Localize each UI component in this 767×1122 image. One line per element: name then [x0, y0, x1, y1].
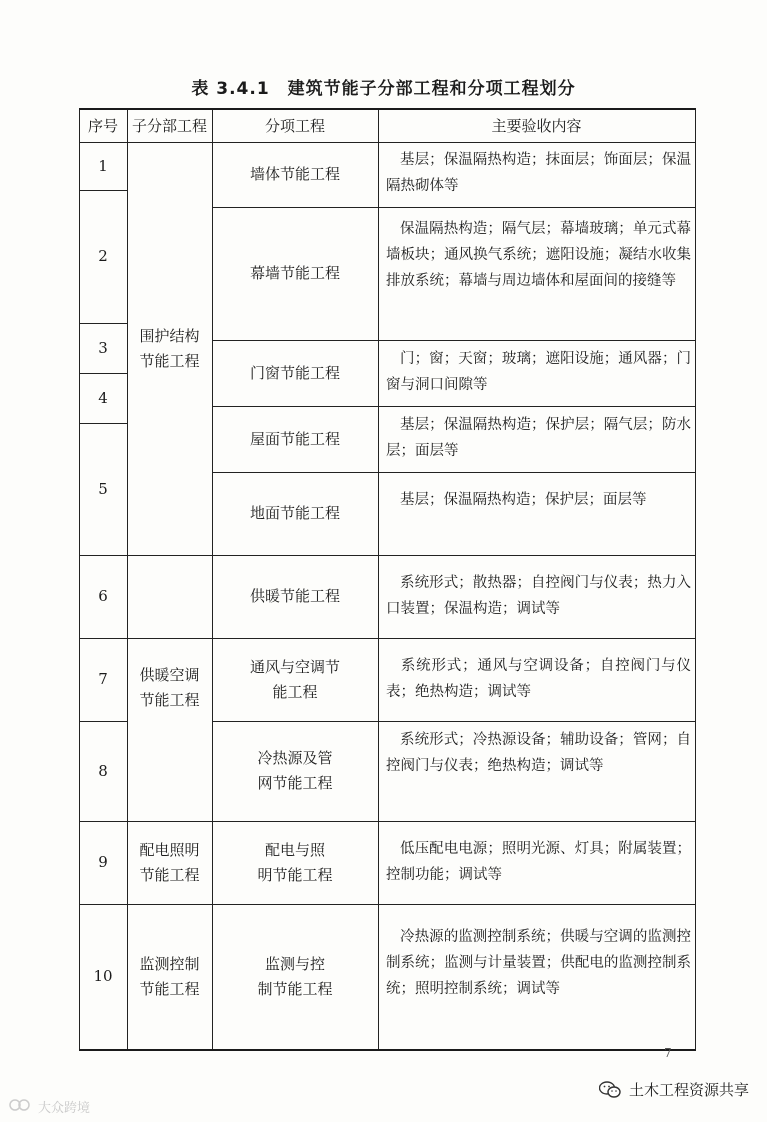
- subdivision-lighting: 配电照明 节能工程: [139, 840, 200, 884]
- row-number: 7: [98, 670, 108, 688]
- item-content: 低压配电电源；照明光源、灯具；附属装置；控制功能；调试等: [386, 841, 691, 883]
- item-content: 门；窗；天窗；玻璃；遮阳设施；通风器；门窗与洞口间隙等: [386, 351, 691, 393]
- row-number: 6: [98, 587, 108, 605]
- item-name: 供暖节能工程: [249, 587, 340, 605]
- item-name: 配电与照 明节能工程: [257, 840, 333, 884]
- page-number: 7: [664, 1046, 672, 1060]
- row-number: 5: [98, 479, 108, 498]
- corner-watermark: [8, 1097, 90, 1116]
- subdivision-envelope: 围护结构 节能工程: [139, 326, 200, 370]
- item-name: 门窗节能工程: [249, 363, 340, 382]
- item-name: 冷热源及管 网节能工程: [257, 749, 333, 792]
- brand-logo-icon: [8, 1098, 34, 1116]
- header-content: 主要验收内容: [491, 116, 582, 135]
- wechat-icon: [599, 1081, 621, 1099]
- classification-table: [79, 108, 696, 1051]
- item-content: 基层；保温隔热构造；抹面层；饰面层；保温隔热砌体等: [386, 152, 691, 194]
- item-content: 冷热源的监测控制系统；供暖与空调的监测控制系统；监测与计量装置；供配电的监测控制系统；照明控制系统；调试等: [386, 929, 691, 997]
- item-name: 通风与空调节 能工程: [249, 657, 340, 701]
- item-content: 基层；保温隔热构造；保护层；面层等: [400, 492, 647, 508]
- item-content: 系统形式；通风与空调设备；自控阀门与仪表；绝热构造；调试等: [386, 658, 691, 700]
- row-number: 1: [98, 156, 108, 175]
- item-name: 地面节能工程: [249, 504, 340, 522]
- row-number: 4: [98, 388, 108, 407]
- item-content: 保温隔热构造；隔气层；幕墙玻璃；单元式幕墙板块；通风换气系统；遮阳设施；凝结水收集排放系统；幕墙与周边墙体和屋面间的接缝等: [386, 221, 691, 289]
- subdivision-monitoring: 监测控制 节能工程: [139, 954, 200, 998]
- watermark-text: 土木工程资源共享: [628, 1081, 749, 1099]
- item-content: 系统形式；冷热源设备；辅助设备；管网；自控阀门与仪表；绝热构造；调试等: [386, 732, 691, 774]
- row-number: 2: [98, 247, 108, 265]
- corner-watermark-text: 大众跨境: [38, 1101, 91, 1116]
- header-subdivision: 子分部工程: [131, 116, 207, 135]
- wechat-watermark: [599, 1079, 749, 1100]
- subdivision-hvac: 供暖空调 节能工程: [139, 666, 200, 709]
- item-name: 监测与控 制节能工程: [257, 954, 333, 998]
- header-no: 序号: [87, 116, 118, 135]
- item-name: 墙体节能工程: [249, 165, 340, 183]
- item-content: 基层；保温隔热构造；保护层；隔气层；防水层；面层等: [386, 417, 691, 459]
- row-number: 9: [98, 853, 108, 871]
- item-name: 屋面节能工程: [249, 429, 340, 448]
- row-number: 10: [93, 967, 113, 985]
- table-title: 表 3.4.1 建筑节能子分部工程和分项工程划分: [191, 79, 576, 99]
- header-item: 分项工程: [264, 116, 325, 135]
- row-number: 3: [98, 338, 108, 357]
- row-number: 8: [98, 761, 108, 780]
- item-content: 系统形式；散热器；自控阀门与仪表；热力入口装置；保温构造；调试等: [386, 575, 691, 617]
- item-name: 幕墙节能工程: [249, 264, 340, 282]
